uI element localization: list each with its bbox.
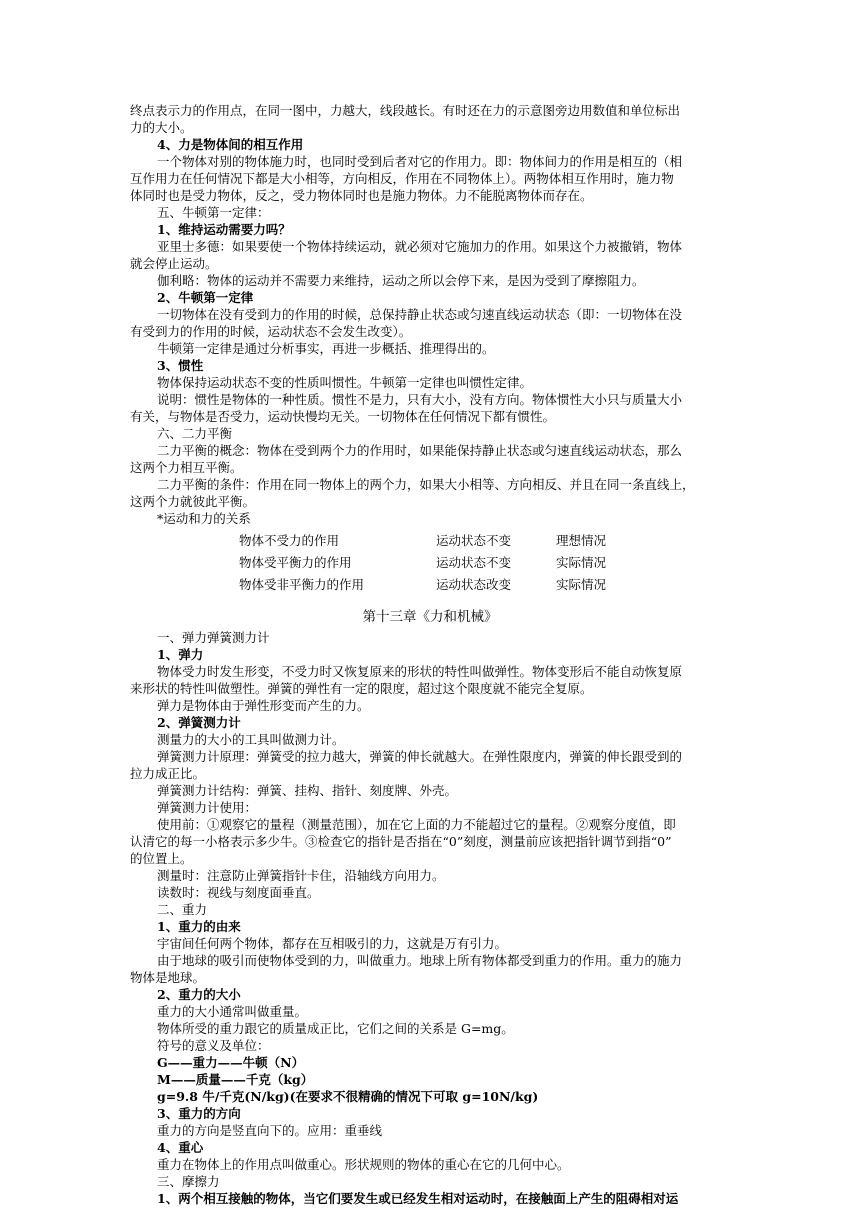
table-cell: 实际情况 — [556, 577, 607, 592]
text-line: 的位置上。 — [130, 851, 193, 866]
table-cell: 实际情况 — [556, 555, 607, 570]
section-heading: 4、重心 — [157, 1140, 204, 1155]
table-cell: 理想情况 — [556, 533, 607, 548]
section-heading: 1、弹力 — [157, 647, 204, 662]
text-line: 认清它的每一小格表示多少牛。③检查它的指针是否指在“0”刻度，测量前应该把指针调节到指“0” — [130, 834, 672, 849]
text-line: 弹力是物体由于弹性形变而产生的力。 — [157, 698, 370, 713]
text-line: 力的大小。 — [130, 120, 193, 135]
formula-line: M——质量——千克（kg） — [157, 1072, 314, 1087]
text-line: 拉力成正比。 — [130, 766, 206, 781]
text-line: 重力在物体上的作用点叫做重心。形状规则的物体的重心在它的几何中心。 — [157, 1157, 570, 1172]
text-line: 一切物体在没有受到力的作用的时候，总保持静止状态或匀速直线运动状态（即：一切物体在没 — [157, 307, 683, 322]
table-cell: 运动状态不变 — [436, 533, 512, 548]
text-line: 物体受力时发生形变，不受力时又恢复原来的形状的特性叫做弹性。物体变形后不能自动恢复原 — [157, 664, 683, 679]
section-heading: 一、弹力弹簧测力计 — [157, 630, 270, 645]
section-heading: 五、牛顿第一定律： — [157, 205, 270, 220]
text-line: 有受到力的作用的时候，运动状态不会发生改变）。 — [130, 324, 412, 339]
text-line: 物体保持运动状态不变的性质叫惯性。牛顿第一定律也叫惯性定律。 — [157, 375, 533, 390]
table-cell: 物体受平衡力的作用 — [239, 555, 352, 570]
section-heading: 1、两个相互接触的物体，当它们要发生或已经发生相对运动时，在接触面上产生的阻碍相对运 — [157, 1191, 679, 1206]
formula-line: G——重力——牛顿（N） — [157, 1055, 305, 1070]
text-line: 物体所受的重力跟它的质量成正比，它们之间的关系是 G=mg。 — [157, 1021, 514, 1036]
text-line: 测量时：注意防止弹簧指针卡住，沿轴线方向用力。 — [157, 868, 445, 883]
text-line: 使用前：①观察它的量程（测量范围），加在它上面的力不能超过它的量程。②观察分度值，即 — [157, 817, 676, 832]
text-line: 弹簧测力计使用： — [157, 800, 258, 815]
text-line: 互作用力在任何情况下都是大小相等，方向相反，作用在不同物体上）。两物体相互作用时，施力物 — [130, 171, 674, 186]
section-heading: 1、重力的由来 — [157, 919, 241, 934]
text-line: 宇宙间任何两个物体，都存在互相吸引的力，这就是万有引力。 — [157, 936, 508, 951]
text-line: 伽利略：物体的运动并不需要力来维持，运动之所以会停下来，是因为受到了摩擦阻力。 — [157, 273, 645, 288]
text-line: 重力的大小通常叫做重量。 — [157, 1004, 308, 1019]
formula-line: g=9.8 牛/千克(N/kg)(在要求不很精确的情况下可取 g=10N/kg) — [157, 1089, 539, 1104]
text-line: 这两个力相互平衡。 — [130, 460, 243, 475]
text-line: 物体是地球。 — [130, 970, 206, 985]
section-heading: 2、重力的大小 — [157, 987, 241, 1002]
table-cell: 运动状态改变 — [436, 577, 512, 592]
text-line: 说明：惯性是物体的一种性质。惯性不是力，只有大小，没有方向。物体惯性大小只与质量大小 — [157, 392, 683, 407]
table-cell: 物体不受力的作用 — [239, 533, 340, 548]
table-cell: 物体受非平衡力的作用 — [239, 577, 365, 592]
text-line: 有关，与物体是否受力，运动快慢均无关。一切物体在任何情况下都有惯性。 — [130, 409, 556, 424]
text-line: 符号的意义及单位： — [157, 1038, 270, 1053]
text-line: 牛顿第一定律是通过分析事实，再进一步概括、推理得出的。 — [157, 341, 495, 356]
section-heading: 六、二力平衡 — [157, 426, 233, 441]
table-cell: 运动状态不变 — [436, 555, 512, 570]
section-heading: 三、摩擦力 — [157, 1174, 220, 1189]
section-heading: 3、重力的方向 — [157, 1106, 241, 1121]
text-line: 二力平衡的条件：作用在同一物体上的两个力，如果大小相等、方向相反、并且在同一条直线上， — [157, 477, 695, 492]
text-line: 体同时也是受力物体，反之，受力物体同时也是施力物体。力不能脱离物体而存在。 — [130, 188, 593, 203]
section-heading: 二、重力 — [157, 902, 208, 917]
section-heading: 3、惯性 — [157, 358, 204, 373]
text-line: 一个物体对别的物体施力时，也同时受到后者对它的作用力。即：物体间力的作用是相互的（相 — [157, 154, 683, 169]
section-heading: 2、弹簧测力计 — [157, 715, 241, 730]
section-heading: *运动和力的关系 — [157, 511, 251, 526]
section-heading: 2、牛顿第一定律 — [157, 290, 254, 305]
text-line: 读数时：视线与刻度面垂直。 — [157, 885, 320, 900]
section-heading: 1、维持运动需要力吗？ — [157, 222, 291, 237]
text-line: 二力平衡的概念：物体在受到两个力的作用时，如果能保持静止状态或匀速直线运动状态，那么 — [157, 443, 683, 458]
text-line: 测量力的大小的工具叫做测力计。 — [157, 732, 345, 747]
text-line: 终点表示力的作用点，在同一图中，力越大，线段越长。有时还在力的示意图旁边用数值和单位标出 — [130, 103, 681, 118]
text-line: 来形状的特性叫做塑性。弹簧的弹性有一定的限度，超过这个限度就不能完全复原。 — [130, 681, 593, 696]
text-line: 由于地球的吸引而使物体受到的力，叫做重力。地球上所有物体都受到重力的作用。重力的施力 — [157, 953, 683, 968]
chapter-title: 第十三章《力和机械》 — [362, 609, 498, 625]
text-line: 就会停止运动。 — [130, 256, 218, 271]
text-line: 这两个力就彼此平衡。 — [130, 494, 256, 509]
text-line: 弹簧测力计结构：弹簧、挂构、指针、刻度牌、外壳。 — [157, 783, 458, 798]
section-heading: 4、力是物体间的相互作用 — [157, 137, 304, 152]
text-line: 亚里士多德：如果要使一个物体持续运动，就必须对它施加力的作用。如果这个力被撤销，物体 — [157, 239, 683, 254]
text-line: 弹簧测力计原理：弹簧受的拉力越大，弹簧的伸长就越大。在弹性限度内，弹簧的伸长跟受到的 — [157, 749, 683, 764]
text-line: 重力的方向是竖直向下的。应用：重垂线 — [157, 1123, 383, 1138]
